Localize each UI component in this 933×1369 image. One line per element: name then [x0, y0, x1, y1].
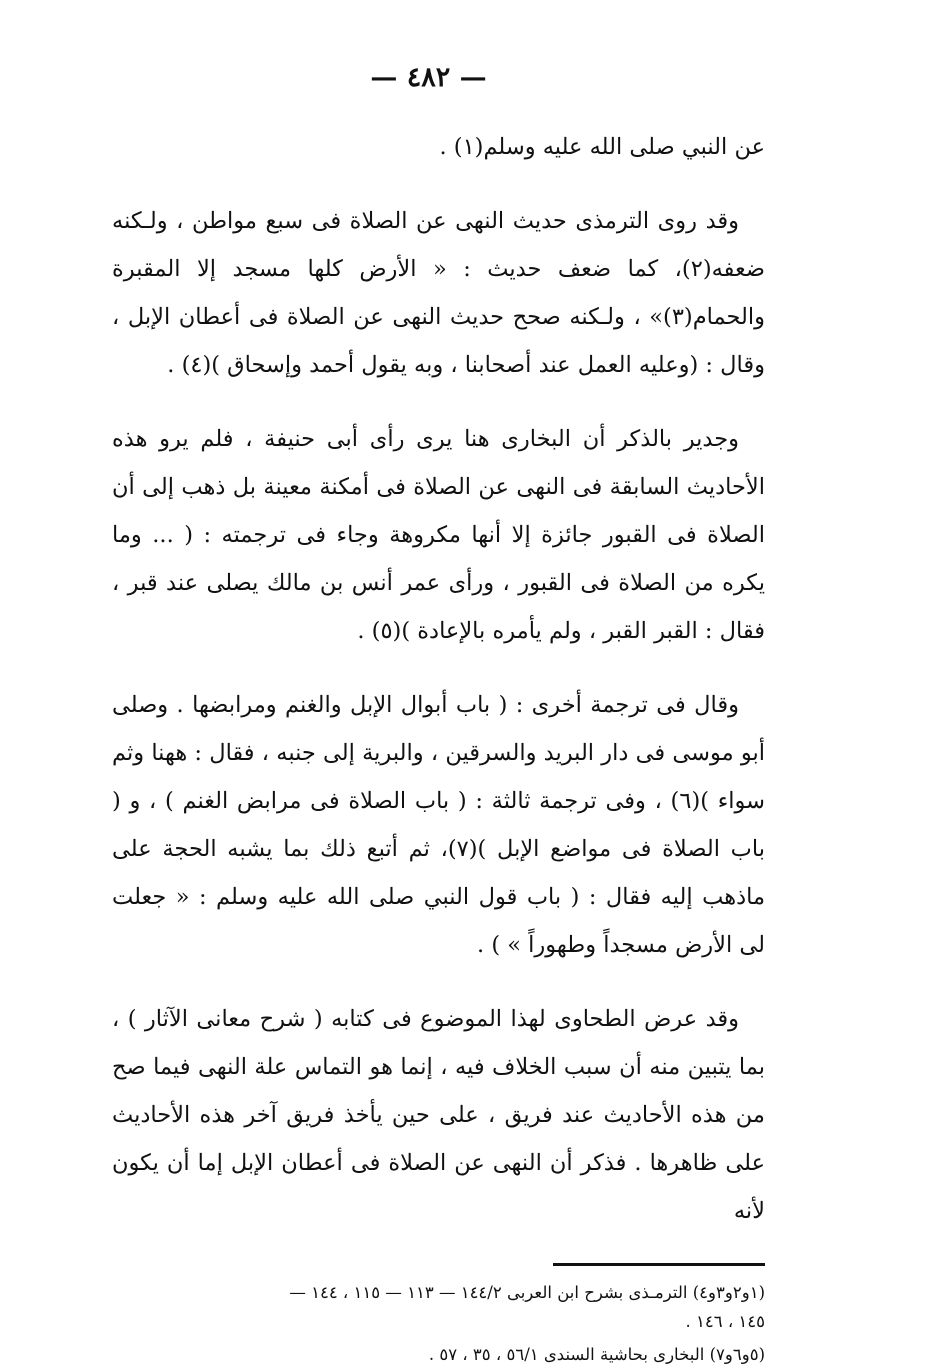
footnote-1: [112, 1278, 765, 1336]
footnote-2-line-1: (٥و٦و٧) البخارى بحاشية السندى ٥٦/١ ، ٣٥ ، ٥٧ .: [428, 1345, 765, 1364]
paragraph-5: وقد عرض الطحاوى لهذا الموضوع فى كتابه ( شرح معانى الآثار ) ، بما يتبين منه أن سبب الخلاف فيه ، إنما هو التماس علة النهى فيما صح من هذه الأحاديث عند فريق ، على حين يأخذ فريق آخر هذه الأحاديث على ظاهرها . فذكر أن النهى عن الصلاة فى أعطان الإبل إما أن يكون لأنه: [112, 1006, 765, 1224]
paragraph-3: وجدير بالذكر أن البخارى هنا يرى رأى أبى حنيفة ، فلم يرو هذه الأحاديث السابقة فى النهى عن الصلاة فى أمكنة معينة بل ذهب إلى أن الصلاة فى القبور جائزة إلا أنها مكروهة وجاء فى ترجمته : ( ... وما يكره من الصلاة فى القبور ، ورأى عمر أنس بن مالك يصلى عند قبر ، فقال : القبر القبر ، ولم يأمره بالإعادة )(٥) .: [112, 426, 765, 644]
paragraph-4: وقال فى ترجمة أخرى : ( باب أبوال الإبل والغنم ومرابضها . وصلى أبو موسى فى دار البريد والسرقين ، والبرية إلى جنبه ، فقال : ههنا وثم سواء )(٦) ، وفى ترجمة ثالثة : ( باب الصلاة فى مرابض الغنم ) ، و ( باب الصلاة فى مواضع الإبل )(٧)، ثم أتبع ذلك بما يشبه الحجة على ماذهب إليه فقال : ( باب قول النبي صلى الله عليه وسلم : « جعلت لى الأرض مسجداً وطهوراً » ) .: [112, 692, 765, 958]
paragraph-2: وقد روى الترمذى حديث النهى عن الصلاة فى سبع مواطن ، ولـكنه ضعفه(٢)، كما ضعف حديث : « الأرض كلها مسجد إلا المقبرة والحمام(٣)» ، ولـكنه صحح حديث النهى عن الصلاة فى أعطان الإبل ، وقال : (وعليه العمل عند أصحابنا ، وبه يقول أحمد وإسحاق )(٤) .: [112, 208, 765, 378]
footnotes: [112, 1278, 765, 1369]
footnote-divider: [553, 1263, 765, 1266]
paragraph-1: عن النبي صلى الله عليه وسلم(١) .: [439, 134, 765, 160]
page-number: — ٤٨٢ —: [370, 62, 487, 93]
footnote-2: [112, 1340, 765, 1369]
body-text: [112, 123, 765, 1235]
footnote-1-line-1: (١و٢و٣و٤) الترمـذى بشرح ابن العربى ١٤٤/٢ — ١١٣ — ١١٥ ، ١٤٤ —: [289, 1283, 765, 1302]
footnote-1-line-2: ١٤٥ ، ١٤٦ .: [685, 1312, 765, 1331]
